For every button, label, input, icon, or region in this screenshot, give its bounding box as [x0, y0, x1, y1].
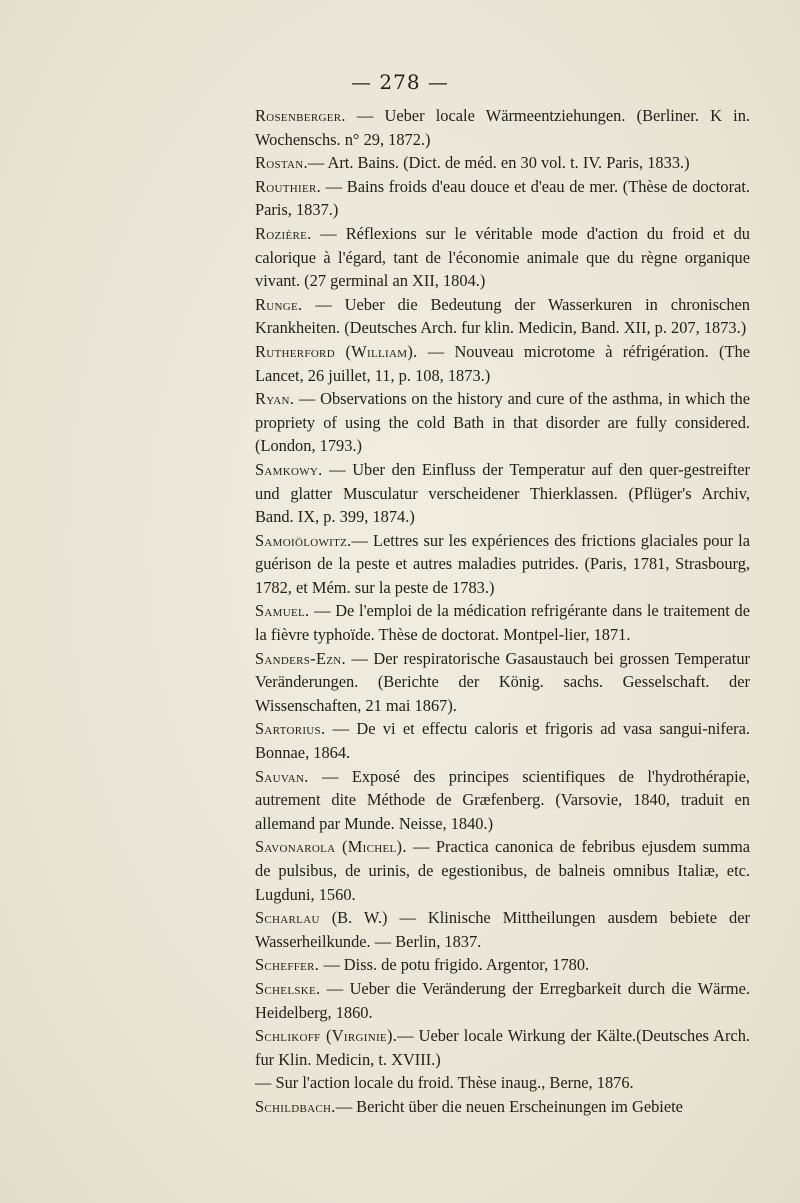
- entry-text: — Ueber locale Wirkung der Kälte.(Deutsches Arch. fur Klin. Medicin, t. XVIII.): [255, 1026, 750, 1069]
- bibliography-entry: [255, 387, 750, 458]
- bibliography-entry: [255, 1024, 750, 1071]
- entry-text: — Uber den Einfluss der Temperatur auf den quer-gestreifter und glatter Musculatur verscheidener Thierklassen. (Pflüger's Archiv, Band. IX, p. 399, 1874.): [255, 459, 750, 527]
- bibliography-entry: [255, 953, 750, 977]
- entry-text: — Der respiratorische Gasaustauch bei grossen Temperatur Veränderungen. (Berichte der König. sachs. Gesselschaft. der Wissenschaften, 21 mai 1867).: [255, 648, 750, 715]
- bibliography-entry: [255, 977, 750, 1024]
- entry-text: — Ueber die Bedeutung der Wasserkuren in chronischen Krankheiten. (Deutsches Arch. fur klin. Medicin, Band. XII, p. 207, 1873.): [255, 294, 750, 338]
- author-name: Samoiölowitz.: [255, 530, 352, 550]
- bibliography-entry: [255, 175, 750, 222]
- entry-text: — Lettres sur les expériences des frictions glaciales pour la guérison de la peste et autres maladies putrides. (Paris, 1781, Strasbourg, 1782, et Mém. sur la peste de 1783.): [255, 530, 750, 597]
- author-name: Rozière.: [255, 223, 312, 243]
- author-name: Sauvan.: [255, 766, 309, 786]
- author-name: Scheffer.: [255, 955, 320, 975]
- bibliography-entry: [255, 458, 750, 529]
- entry-text: — Art. Bains. (Dict. de méd. en 30 vol. t. IV. Paris, 1833.): [307, 153, 690, 173]
- bibliography-entry: [255, 906, 750, 953]
- author-name: Rostan.: [255, 153, 308, 173]
- author-name: Schlikoff (Virginie).: [255, 1026, 398, 1046]
- bibliography-list: [255, 104, 750, 1119]
- bibliography-entry: [255, 529, 750, 600]
- author-name: Samkowy.: [255, 459, 323, 479]
- page-number-header: — 278 —: [351, 70, 449, 94]
- entry-text: — De l'emploi de la médication refrigérante dans le traitement de la fièvre typhoïde. Thèse de doctorat. Montpel-lier, 1871.: [255, 601, 750, 645]
- bibliography-entry: [255, 340, 750, 387]
- bibliography-entry: [255, 765, 750, 836]
- author-name: Rosenberger.: [255, 106, 346, 125]
- entry-text: — Bains froids d'eau douce et d'eau de mer. (Thèse de doctorat. Paris, 1837.): [255, 176, 750, 220]
- bibliography-entry: [255, 1095, 750, 1119]
- entry-text: — Exposé des principes scientifiques de l'hydrothérapie, autrement dite Méthode de Græfenberg. (Varsovie, 1840, traduit en allemand par Munde. Neisse, 1840.): [255, 766, 750, 833]
- bibliography-entry: [255, 647, 750, 718]
- bibliography-entry: [255, 293, 750, 340]
- bibliography-entry: [255, 835, 750, 906]
- bibliography-entry: [255, 717, 750, 764]
- author-name: Scharlau: [255, 908, 320, 928]
- entry-text: — De vi et effectu caloris et frigoris ad vasa sangui-nifera. Bonnae, 1864.: [255, 719, 750, 763]
- entry-text: — Bericht über die neuen Erscheinungen im Gebiete: [335, 1096, 683, 1116]
- author-name: Savonarola (Michel).: [255, 837, 407, 857]
- bibliography-entry: [255, 104, 750, 151]
- entry-text: — Sur l'action locale du froid. Thèse inaug., Berne, 1876.: [255, 1073, 634, 1093]
- entry-text: (B. W.) — Klinische Mittheilungen ausdem bebiete der Wasserheilkunde. — Berlin, 1837.: [255, 908, 750, 951]
- bibliography-entry: [255, 1071, 750, 1095]
- bibliography-entry: [255, 599, 750, 646]
- entry-text: — Réflexions sur le véritable mode d'action du froid et du calorique à l'égard, tant de l'économie animale que du règne organique vivant. (27 germinal an XII, 1804.): [255, 223, 750, 291]
- author-name: Ryan.: [255, 389, 295, 409]
- entry-text: — Practica canonica de febribus ejusdem summa de pulsibus, de urinis, de egestionibus, de balneis omnibus Italiæ, etc. Lugduni, 1560.: [255, 837, 750, 904]
- entry-text: — Ueber locale Wärmeentziehungen. (Berliner. K in. Wochenschs. n° 29, 1872.): [255, 106, 750, 149]
- author-name: Samuel.: [255, 601, 310, 621]
- bibliography-entry: [255, 151, 750, 175]
- author-name: Rutherford (William).: [255, 341, 418, 361]
- author-name: Routhier.: [255, 176, 321, 196]
- author-name: Runge.: [255, 294, 303, 314]
- entry-text: — Ueber die Veränderung der Erregbarkeit durch die Wärme. Heidelberg, 1860.: [255, 978, 750, 1022]
- bibliography-entry: [255, 222, 750, 293]
- author-name: Schelske.: [255, 978, 321, 998]
- author-name: Schildbach.: [255, 1096, 336, 1116]
- entry-text: — Diss. de potu frigido. Argentor, 1780.: [319, 955, 590, 975]
- author-name: Sanders-Ezn.: [255, 648, 346, 668]
- author-name: Sartorius.: [255, 719, 326, 739]
- entry-text: — Observations on the history and cure of the asthma, in which the propriety of using the cold Bath in that disorder are fully considered. (London, 1793.): [255, 389, 750, 456]
- entry-text: — Nouveau microtome à réfrigération. (The Lancet, 26 juillet, 11, p. 108, 1873.): [255, 341, 750, 385]
